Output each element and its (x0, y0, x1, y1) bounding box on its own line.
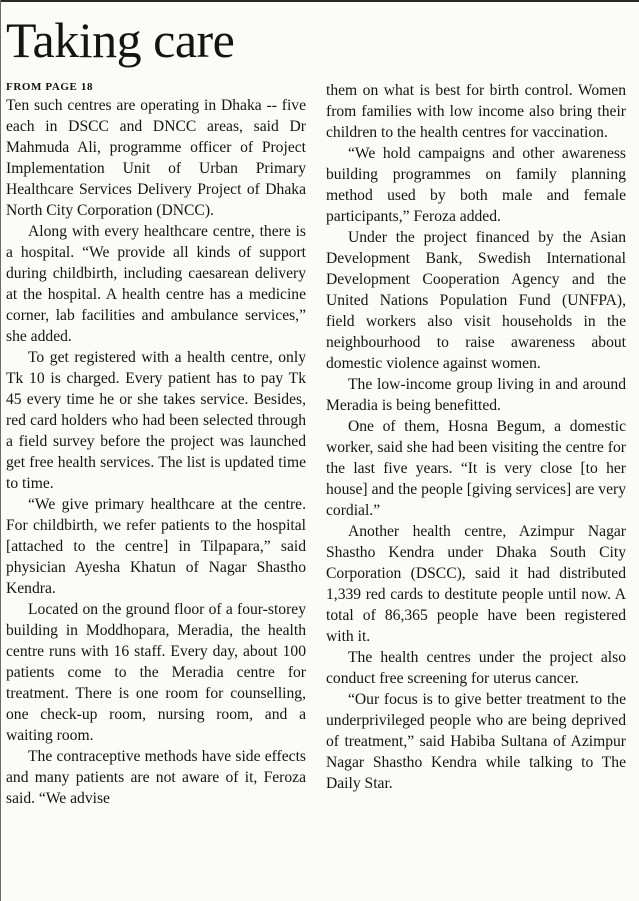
paragraph: Under the project financed by the Asian Development Bank, Swedish International Development Cooperation Agency and the United Nations Population Fund (UNFPA), field workers also visit households in the neighbourhood to raise awareness about domestic violence against women. (326, 229, 626, 372)
paragraph: “We hold campaigns and other awareness building programmes on family planning method used by both male and female participants,” Feroza added. (326, 145, 626, 225)
paragraph: The contraceptive methods have side effects and many patients are not aware of it, Feroza said. “We advise (6, 748, 306, 807)
right-column (326, 80, 626, 794)
paragraph: One of them, Hosna Begum, a domestic worker, said she had been visiting the centre for the last five years. “It is very close [to her house] and the people [giving services] are very cordial.” (326, 418, 626, 519)
paragraph: Another health centre, Azimpur Nagar Shastho Kendra under Dhaka South City Corporation (DSCC), said it had distributed 1,339 red cards to destitute people until now. A total of 86,365 people have been registered with it. (326, 523, 626, 645)
paragraph: “Our focus is to give better treatment to the underprivileged people who are being deprived of treatment,” said Habiba Sultana of Azimpur Nagar Shastho Kendra while talking to The Daily Star. (326, 691, 626, 792)
paragraph: Ten such centres are operating in Dhaka -- five each in DSCC and DNCC areas, said Dr Mahmuda Ali, programme officer of Project Implementation Unit of Urban Primary Healthcare Services Delivery Project of Dhaka North City Corporation (DNCC). (6, 97, 306, 219)
left-edge-rule (0, 0, 1, 901)
paragraph: The health centres under the project also conduct free screening for uterus cancer. (326, 649, 626, 687)
paragraph: Along with every healthcare centre, there is a hospital. “We provide all kinds of support during childbirth, including caesarean delivery at the hospital. A health centre has a medicine corner, lab facilities and ambulance services,” she added. (6, 223, 306, 345)
left-column (6, 80, 306, 809)
jump-line: FROM PAGE 18 (6, 81, 94, 93)
paragraph: them on what is best for birth control. Women from families with low income also bring their children to the health centres for vaccination. (326, 82, 626, 141)
paragraph: “We give primary healthcare at the centre. For childbirth, we refer patients to the hospital [attached to the centre] in Tilpapara,” said physician Ayesha Khatun of Nagar Shastho Kendra. (6, 496, 306, 597)
paragraph: Located on the ground floor of a four-storey building in Moddhopara, Meradia, the health centre runs with 16 staff. Every day, about 100 patients come to the Meradia centre for treatment. There is one room for counselling, one check-up room, nursing room, and a waiting room. (6, 601, 306, 744)
headline: Taking care (6, 12, 235, 68)
paragraph: The low-income group living in and around Meradia is being benefitted. (326, 376, 626, 414)
top-rule (0, 0, 639, 2)
paragraph: To get registered with a health centre, only Tk 10 is charged. Every patient has to pay Tk 45 every time he or she takes service. Besides, red card holders who had been selected through a field survey before the project was launched get free health services. The list is updated time to time. (6, 349, 306, 492)
